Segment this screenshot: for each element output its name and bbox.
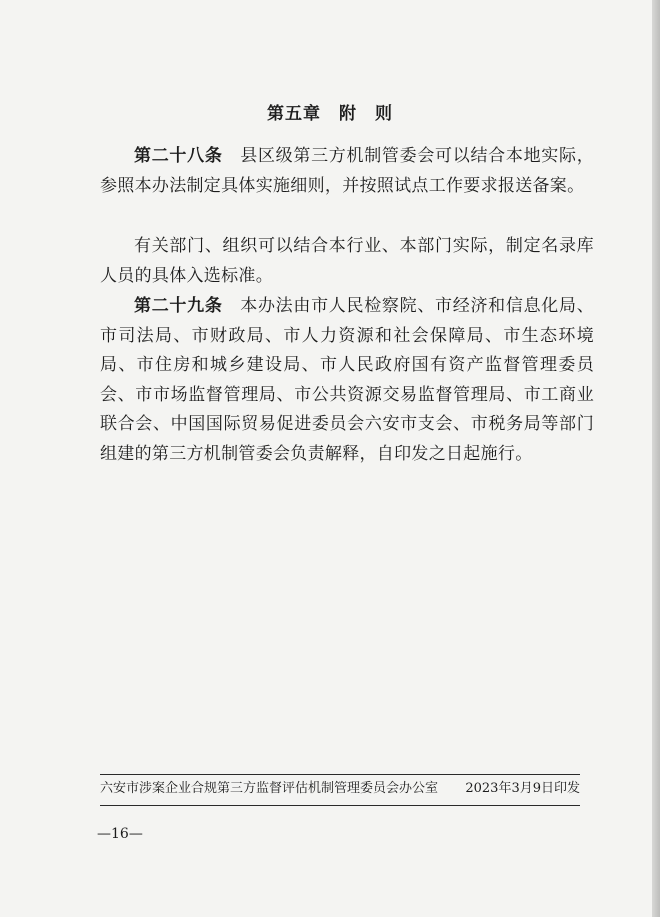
article-28-text: 县区级第三方机制管委会可以结合本地实际，参照本办法制定具体实施细则，并按照试点工作要求报送备案。 [100, 146, 595, 196]
article-29-label: 第二十九条 [134, 296, 223, 316]
chapter-title: 第五章 附 则 [267, 104, 393, 124]
footer [100, 780, 580, 798]
page-number: —16— [97, 826, 143, 842]
footer-date: 2023年3月9日印发 [465, 781, 580, 796]
article-29 [100, 292, 594, 469]
article-28-label: 第二十八条 [134, 146, 223, 166]
page-edge [652, 0, 660, 917]
article-29-text: 本办法由市人民检察院、市经济和信息化局、市司法局、市财政局、市人力资源和社会保障局、市生态环境局、市住房和城乡建设局、市人民政府国有资产监督管理委员会、市市场监督管理局、市公共资源交易监督管理局、市工商业联合会、中国国际贸易促进委员会六安市支会、市税务局等部门组建的第三方机制管委会负责解释，自印发之日起施行。 [100, 296, 595, 464]
article-28-paragraph-2 [100, 232, 594, 291]
footer-top-rule [100, 774, 580, 775]
article-28 [100, 142, 594, 201]
article-28-paragraph-2-text: 有关部门、组织可以结合本行业、本部门实际，制定名录库人员的具体入选标准。 [100, 236, 594, 286]
footer-issuer: 六安市涉案企业合规第三方监督评估机制管理委员会办公室 [100, 781, 439, 796]
footer-bottom-rule [100, 805, 580, 806]
